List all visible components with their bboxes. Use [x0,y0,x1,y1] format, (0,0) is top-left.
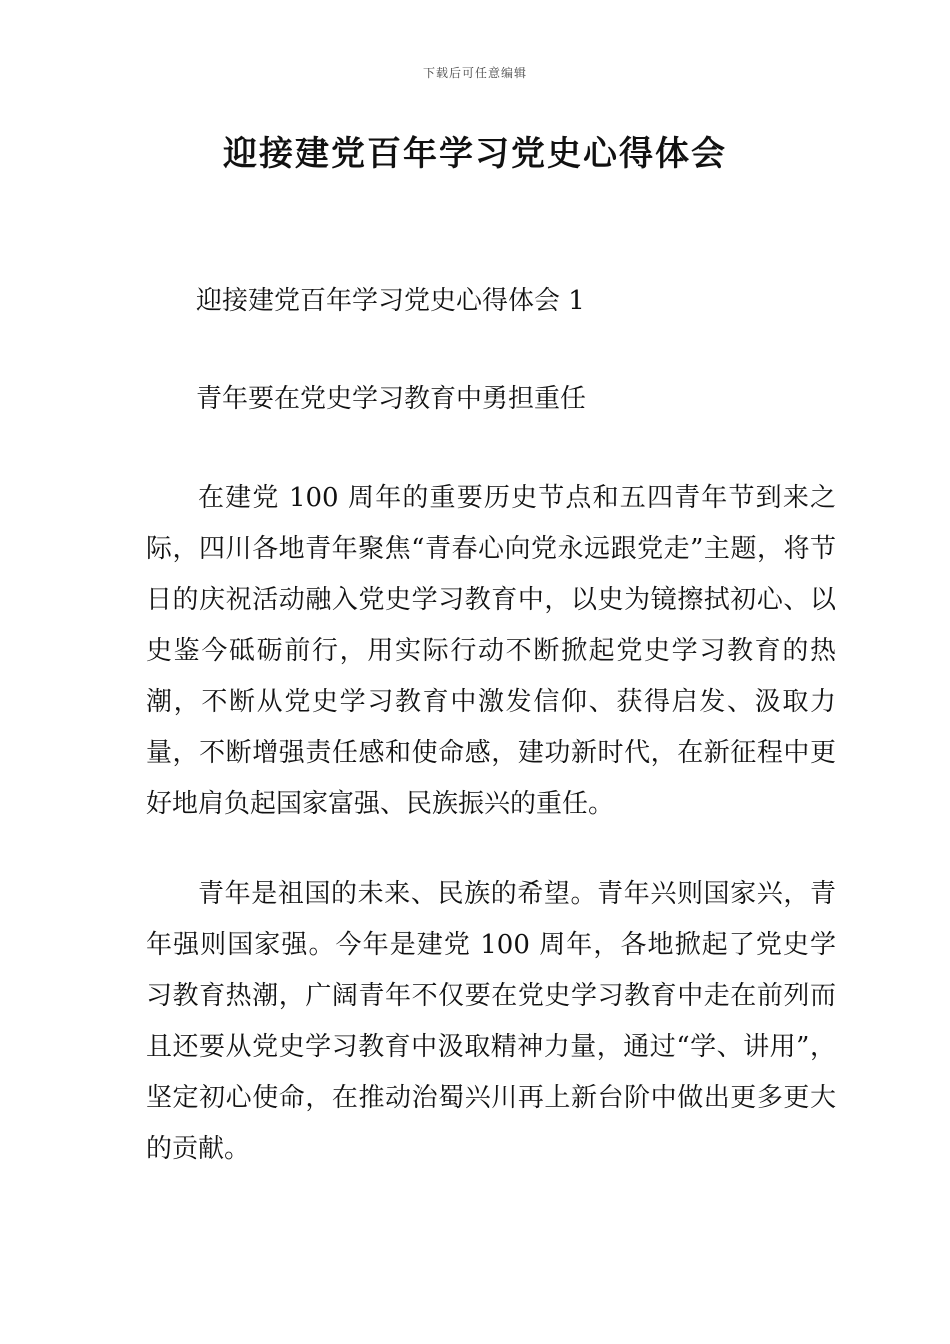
page-title: 迎接建党百年学习党史心得体会 [223,134,727,174]
header-note: 下载后可任意编辑 [422,66,527,80]
subtitle: 青年要在党史学习教育中勇担重任 [196,384,587,414]
paragraph-1: 在建党 100 周年的重要历史节点和五四青年节到来之际，四川各地青年聚焦“青春心向党永远跟党走”主题，将节日的庆祝活动融入党史学习教育中，以史为镜擦拭初心、以史鉴今砥砺前行，用实际行动不断掀起党史学习教育的热潮，不断从党史学习教育中激发信仰、获得启发、汲取力量，不断增强责任感和使命感，建功新时代，在新征程中更好地肩负起国家富强、民族振兴的重任。 [146,483,836,819]
section-title: 迎接建党百年学习党史心得体会 1 [196,286,585,316]
paragraph-2: 青年是祖国的未来、民族的希望。青年兴则国家兴，青年强则国家强。今年是建党 100 周年，各地掀起了党史学习教育热潮，广阔青年不仅要在党史学习教育中走在前列而且还要从党史学习教育中汲取精神力量，通过“学、讲用”，坚定初心使命，在推动治蜀兴川再上新台阶中做出更多更大的贡献。 [146,879,836,1164]
